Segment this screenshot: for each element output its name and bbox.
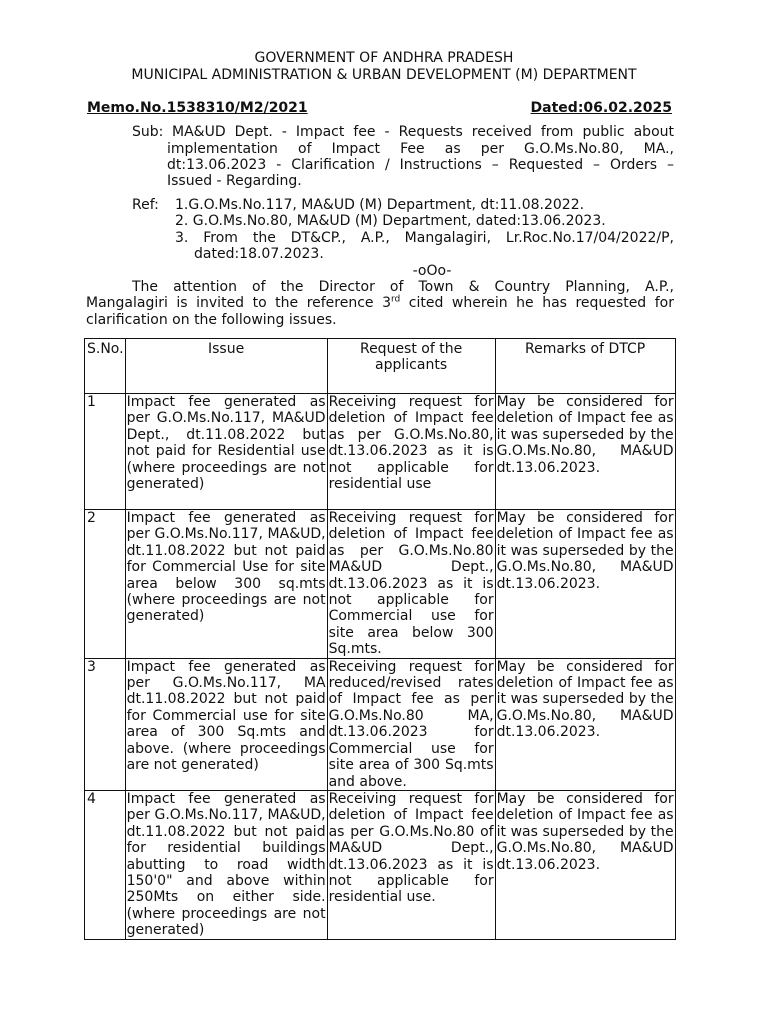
row-remarks: May be considered for deletion of Impact fee as it was superseded by the G.O.Ms.No.80, MA&UD dt.13.06.2023. — [495, 790, 675, 939]
table-header-row — [85, 339, 676, 394]
subject-line-3: dt:13.06.2023 - Clarification / Instructions – Requested – Orders – — [167, 157, 674, 173]
issues-table — [84, 338, 676, 940]
header-issue: Issue — [125, 339, 327, 394]
row-issue: Impact fee generated as per G.O.Ms.No.117, MA&UD Dept., dt.11.08.2022 but not paid for Residential use (where proceedings are not generated) — [125, 394, 327, 510]
table-row — [85, 790, 676, 939]
table-row — [85, 658, 676, 790]
reference-2: 2. G.O.Ms.No.80, MA&UD (M) Department, dated:13.06.2023. — [175, 213, 606, 229]
row-issue: Impact fee generated as per G.O.Ms.No.117, MA&UD, dt.11.08.2022 but not paid for Commercial Use for site area below 300 sq.mts (where proceedings are not generated) — [125, 510, 327, 659]
reference-3-line-2: dated:18.07.2023. — [194, 246, 324, 262]
row-sno: 2 — [85, 510, 126, 659]
row-remarks: May be considered for deletion of Impact fee as it was superseded by the G.O.Ms.No.80, MA&UD dt.13.06.2023. — [495, 394, 675, 510]
row-sno: 1 — [85, 394, 126, 510]
row-remarks: May be considered for deletion of Impact fee as it was superseded by the G.O.Ms.No.80, MA&UD dt.13.06.2023. — [495, 510, 675, 659]
row-issue: Impact fee generated as per G.O.Ms.No.117, MA dt.11.08.2022 but not paid for Commercial use for site area of 300 Sq.mts and above. (where proceedings are not generated) — [125, 658, 327, 790]
row-request: Receiving request for deletion of Impact fee as per G.O.Ms.No.80 of MA&UD Dept., dt.13.06.2023 as it is not applicable for residential use. — [327, 790, 495, 939]
row-request: Receiving request for reduced/revised rates of Impact fee as per G.O.Ms.No.80 MA, dt.13.06.2023 for Commercial use for site area of 300 Sq.mts and above. — [328, 658, 494, 790]
row-remarks: May be considered for deletion of Impact fee as it was superseded by the G.O.Ms.No.80, MA&UD dt.13.06.2023. — [495, 658, 675, 790]
table-row — [85, 510, 676, 659]
subject-line-2: implementation of Impact Fee as per G.O.Ms.No.80, MA., — [167, 141, 674, 157]
row-sno: 4 — [85, 790, 126, 939]
intro-line-2: Mangalagiri is invited to the reference 3rd cited wherein he has requested for — [86, 294, 674, 311]
memo-number: Memo.No.1538310/M2/2021 — [87, 100, 308, 116]
memo-date: Dated:06.02.2025 — [530, 100, 672, 116]
row-issue: Impact fee generated as per G.O.Ms.No.117, MA&UD, dt.11.08.2022 but not paid for residential buildings abutting to road width 150'0" and above within 250Mts on either side. (where proceedings are not generated) — [126, 790, 326, 939]
separator: -oOo- — [412, 263, 452, 279]
header-sno: S.No. — [85, 339, 126, 394]
reference-1: 1.G.O.Ms.No.117, MA&UD (M) Department, dt:11.08.2022. — [175, 197, 585, 213]
reference-label: Ref: — [132, 197, 159, 213]
department-heading: MUNICIPAL ADMINISTRATION & URBAN DEVELOPMENT (M) DEPARTMENT — [131, 67, 637, 83]
subject-label: Sub: — [132, 124, 164, 140]
government-heading: GOVERNMENT OF ANDHRA PRADESH — [254, 50, 514, 66]
row-sno: 3 — [85, 658, 126, 790]
table-row — [85, 394, 676, 510]
subject-line-4: Issued - Regarding. — [167, 173, 302, 189]
intro-line-3: clarification on the following issues. — [86, 312, 337, 328]
intro-line-1: The attention of the Director of Town & Country Planning, A.P., — [132, 279, 674, 295]
reference-3-line-1: 3. From the DT&CP., A.P., Mangalagiri, Lr.Roc.No.17/04/2022/P, — [175, 230, 674, 246]
header-remarks: Remarks of DTCP — [495, 339, 675, 394]
row-request: Receiving request for deletion of Impact fee as per G.O.Ms.No.80 MA&UD Dept., dt.13.06.2023 as it is not applicable for Commercial use for site area below 300 Sq.mts. — [328, 510, 494, 658]
subject-line-1: MA&UD Dept. - Impact fee - Requests received from public about — [172, 124, 674, 140]
row-request: Receiving request for deletion of Impact fee as per G.O.Ms.No.80, dt.13.06.2023 as it is not applicable for residential use — [327, 394, 495, 510]
header-request: Request of the applicants — [327, 339, 495, 394]
